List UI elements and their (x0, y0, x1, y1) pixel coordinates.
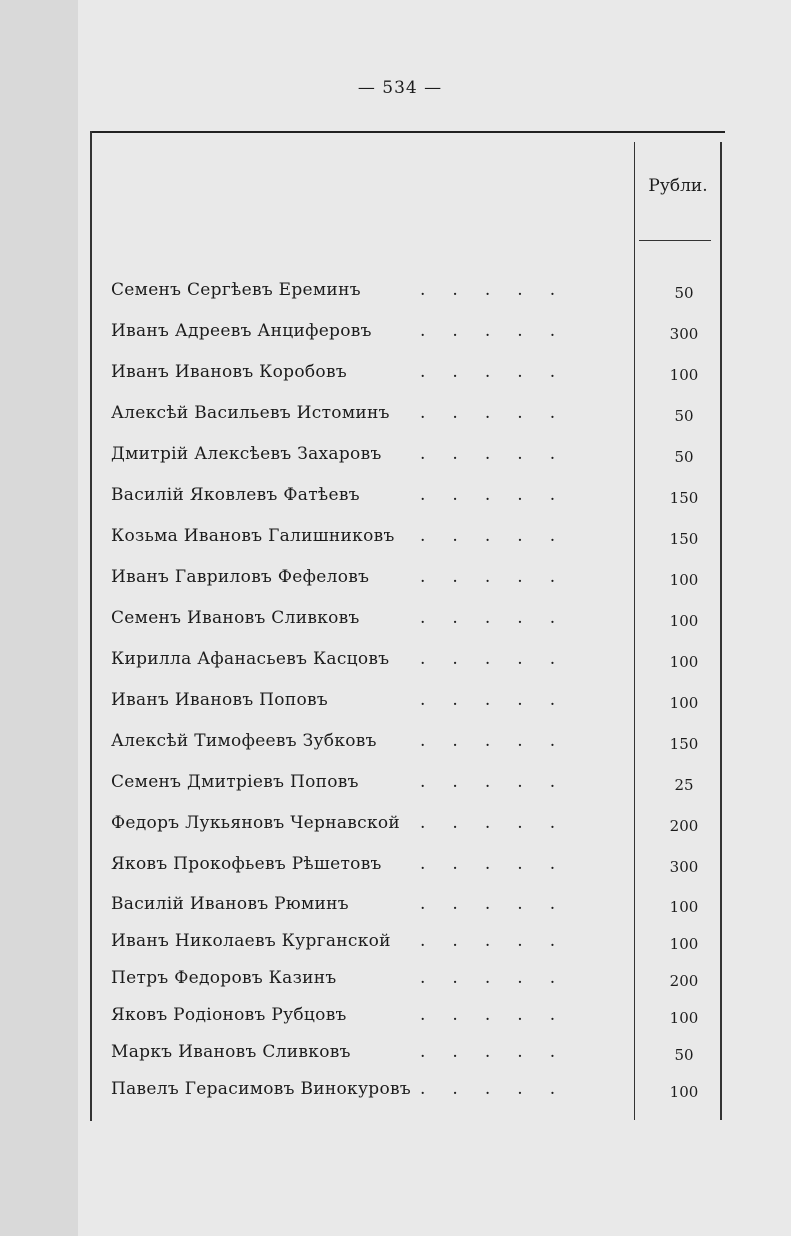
donor-name: Василій Ивановъ Рюминъ (111, 894, 349, 914)
dot-leader: . . . . . (420, 608, 556, 628)
donation-amount: 50 (674, 407, 694, 425)
donor-name: Иванъ Гавриловъ Фефеловъ (111, 567, 370, 587)
donation-amount: 50 (674, 1046, 694, 1064)
table-row (0, 321, 791, 351)
donor-name: Семенъ Сергѣевъ Ереминъ (111, 280, 361, 300)
table-row (0, 968, 791, 998)
table-row (0, 362, 791, 392)
donor-name: Семенъ Ивановъ Сливковъ (111, 608, 360, 628)
donation-amount: 300 (669, 858, 699, 876)
dot-leader: . . . . . (420, 1005, 556, 1025)
donor-name: Алексѣй Васильевъ Истоминъ (111, 403, 390, 423)
table-row (0, 1079, 791, 1109)
dot-leader: . . . . . (420, 772, 556, 792)
table-row (0, 772, 791, 802)
dot-leader: . . . . . (420, 1079, 556, 1099)
donation-amount: 150 (669, 530, 699, 548)
table-row (0, 813, 791, 843)
donation-amount: 100 (669, 366, 699, 384)
page-number: — 534 — (357, 78, 443, 98)
table-row (0, 854, 791, 884)
donor-name: Федоръ Лукьяновъ Чернавской (111, 813, 401, 833)
donor-name: Семенъ Дмитріевъ Поповъ (111, 772, 359, 792)
table-row (0, 485, 791, 515)
dot-leader: . . . . . (420, 813, 556, 833)
dot-leader: . . . . . (420, 485, 556, 505)
dot-leader: . . . . . (420, 1042, 556, 1062)
donor-name: Петръ Федоровъ Казинъ (111, 968, 337, 988)
dot-leader: . . . . . (420, 321, 556, 341)
table-row (0, 526, 791, 556)
dot-leader: . . . . . (420, 968, 556, 988)
donation-amount: 25 (674, 776, 694, 794)
donation-amount: 150 (669, 489, 699, 507)
table-row (0, 931, 791, 961)
table-row (0, 403, 791, 433)
dot-leader: . . . . . (420, 362, 556, 382)
donation-amount: 300 (669, 325, 699, 343)
table-row (0, 894, 791, 924)
table-row (0, 1005, 791, 1035)
donation-amount: 200 (669, 972, 699, 990)
donation-amount: 100 (669, 1009, 699, 1027)
donation-amount: 100 (669, 612, 699, 630)
donor-name: Алексѣй Тимофеевъ Зубковъ (111, 731, 377, 751)
donor-name: Яковъ Родіоновъ Рубцовъ (111, 1005, 347, 1025)
donation-amount: 100 (669, 571, 699, 589)
dot-leader: . . . . . (420, 280, 556, 300)
table-row (0, 567, 791, 597)
donation-amount: 200 (669, 817, 699, 835)
donation-amount: 100 (669, 694, 699, 712)
amount-column-header: Рубли. (648, 176, 708, 196)
table-row (0, 444, 791, 474)
donation-amount: 50 (674, 284, 694, 302)
donor-name: Дмитрій Алексѣевъ Захаровъ (111, 444, 382, 464)
donation-amount: 50 (674, 448, 694, 466)
donor-name: Иванъ Адреевъ Анциферовъ (111, 321, 372, 341)
donation-amount: 100 (669, 935, 699, 953)
table-row (0, 731, 791, 761)
dot-leader: . . . . . (420, 444, 556, 464)
donation-amount: 100 (669, 898, 699, 916)
donor-name: Василій Яковлевъ Фатѣевъ (111, 485, 360, 505)
donor-name: Козьма Ивановъ Галишниковъ (111, 526, 395, 546)
table-row (0, 649, 791, 679)
donor-name: Иванъ Николаевъ Курганской (111, 931, 391, 951)
dot-leader: . . . . . (420, 931, 556, 951)
dot-leader: . . . . . (420, 526, 556, 546)
dot-leader: . . . . . (420, 649, 556, 669)
dot-leader: . . . . . (420, 854, 556, 874)
table-row (0, 280, 791, 310)
table-row (0, 608, 791, 638)
dot-leader: . . . . . (420, 567, 556, 587)
table-row (0, 690, 791, 720)
dot-leader: . . . . . (420, 403, 556, 423)
donation-amount: 100 (669, 653, 699, 671)
dot-leader: . . . . . (420, 690, 556, 710)
dot-leader: . . . . . (420, 894, 556, 914)
dot-leader: . . . . . (420, 731, 556, 751)
donation-amount: 100 (669, 1083, 699, 1101)
donation-amount: 150 (669, 735, 699, 753)
donor-name: Павелъ Герасимовъ Винокуровъ (111, 1079, 411, 1099)
donor-name: Иванъ Ивановъ Коробовъ (111, 362, 347, 382)
donor-name: Кирилла Афанасьевъ Касцовъ (111, 649, 390, 669)
donor-name: Иванъ Ивановъ Поповъ (111, 690, 328, 710)
donor-name: Яковъ Прокофьевъ Рѣшетовъ (111, 854, 382, 874)
donor-name: Маркъ Ивановъ Сливковъ (111, 1042, 351, 1062)
table-row (0, 1042, 791, 1072)
